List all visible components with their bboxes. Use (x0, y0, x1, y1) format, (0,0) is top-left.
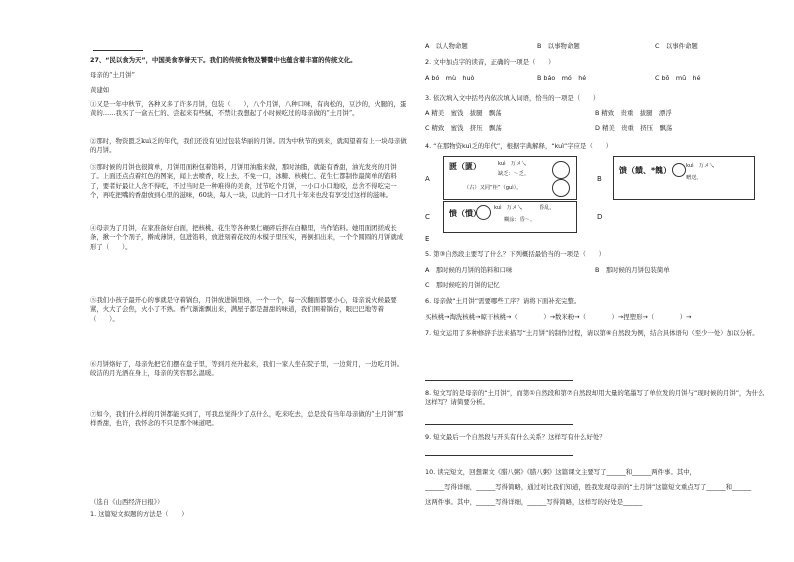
question-4: 4. “在那物资kuì乏的年代”，根据字典解释，“kuì”字应是（ ） (425, 142, 613, 150)
q3-option-d[interactable]: D 精美 贵重 挤压 飘荡 (595, 124, 673, 132)
q4-c-def2: 糊涂：昏～。 (504, 217, 536, 223)
q4-b-circle (672, 163, 686, 177)
q4-b-pinyin: kuì 万メ乀 (686, 163, 715, 169)
q3-option-c[interactable]: C 精致 蜜饯 挤压 飘荡 (425, 124, 502, 132)
q1-option-c[interactable]: C 以事件命题 (655, 42, 698, 50)
q4-a-def1: 缺乏：～乏。 (498, 171, 530, 177)
q3-options-row1 (425, 109, 765, 118)
paragraph-5: ⑤我们小孩子最开心的事就是守着锅台，月饼放进锅里烙，一个一个，每一次翻面都要小心，母亲说火候最要紧，火大了会焦，火小了不熟。香气渐渐飘出来，满屋子都是甜甜的味道，我们围着锅台，眼巴巴地等着（ ）。 (90, 296, 397, 323)
q5-option-b[interactable]: B 那时候的月饼包装简单 (595, 266, 670, 274)
q4-label-b: B (597, 175, 602, 183)
article-title: 母亲的“土月饼” (90, 71, 135, 79)
q4-label-c: C (425, 213, 430, 221)
paragraph-6: ⑥月饼烙好了，母亲先把它们摆在盘子里，等到月亮升起来，我们一家人坐在院子里，一边赏月，一边吃月饼。皎洁的月光洒在身上，母亲的笑容那么温暖。 (90, 360, 404, 378)
q4-c-char: 愦（憒） (449, 209, 481, 218)
q7-answer-line[interactable] (425, 380, 573, 381)
q4-b-char: 馈（饋、*餽） (619, 166, 672, 175)
q5-option-a[interactable]: A 那时候的月饼的馅料和口味 (425, 266, 513, 274)
q4-label-e: E (425, 235, 430, 243)
q4-label-a: A (425, 175, 430, 183)
q4-a-char: 匮（匱） (449, 162, 481, 171)
q3-option-a[interactable]: A 精美 蜜饯 拔腿 飘荡 (425, 109, 502, 117)
q4-b-def: 赠送。 (686, 175, 702, 181)
q1-option-b[interactable]: B 以事物命题 (537, 42, 580, 50)
q2-option-c[interactable]: C bō mū hé (655, 74, 701, 82)
q1-option-a[interactable]: A 以人物命题 (425, 42, 468, 50)
q4-option-b-box[interactable] (613, 156, 755, 200)
q2-option-a[interactable]: A bó mù huò (425, 74, 475, 82)
question-10-line3: 这两件事。其中，______写得详细，______写得简略，这样写的好处是______ (425, 498, 643, 506)
q4-a-def2: （古）又同“柜”（guì）。 (464, 185, 522, 191)
q3-option-b[interactable]: B 精致 贵重 拔腿 漂浮 (595, 109, 672, 117)
q5-options-row1 (425, 266, 765, 275)
q4-a-pinyin: kuì 万メ乀 (498, 161, 527, 167)
article-source: （选自《山西经济日报》） (90, 498, 164, 506)
question-10-line2: ______写得详细，______写得简略，通过对比我们知道，胜我发现母亲的“土月饼”这篇短文重点写了______和______ (425, 483, 752, 491)
q2-options (425, 74, 765, 83)
left-column (90, 0, 408, 562)
paragraph-1: ①又是一年中秋节，各种又多了许多月饼，包装（ ），八个月饼，八种口味，有肉松的，豆沙的，火腿的，蛋黄的……我买了一盒五仁的、尝起来有些腻，不禁让我想起了小时候吃过的母亲做的“土月饼”。 (90, 100, 407, 118)
question-1: 1. 这篇短文拟题的方法是（ ） (90, 510, 188, 518)
q5-option-c[interactable]: C 那时候吃的月饼的记忆 (425, 281, 500, 289)
question-8: 8. 短文写的是母亲的“土月饼”，而第①自然段和第⑦自然段却用大量的笔墨写了单位发的月饼与“现时候的月饼”，为什么这样写？请简要分析。 (425, 389, 765, 407)
q2-option-b[interactable]: B báo mó hé (537, 74, 587, 82)
q4-a-circle-top (552, 161, 570, 179)
question-9: 9. 短文最后一个自然段与开头有什么关系？这样写有什么好处？ (425, 433, 606, 441)
question-2: 2. 文中加点字的读音，正确的一项是（ ） (425, 58, 555, 66)
q1-options (425, 42, 765, 51)
q4-option-a-box[interactable] (443, 156, 577, 200)
paragraph-4: ④母亲为了月饼，在家准备好白面，把核桃、花生等各种果仁碾碎后拌在白糖里，当作馅料。她用面团搓成长条，揪一个个剂子，擀成薄饼，包进馅料，放进刻着花纹的木模子里压实，再倒扣出来，一个个圆圆的月饼就成形了（ ）。 (90, 224, 404, 251)
q4-a-circle-bottom (552, 179, 570, 197)
question-10-line1: 10. 读完短文，回想课文《腊八粥》《腊八粥》这篇课文主要写了______和______两件事。其中， (425, 468, 697, 476)
q9-answer-line[interactable] (425, 455, 573, 456)
paragraph-7: ⑦如今，我们什么样的月饼都能买到了，可我总觉得少了点什么，吃来吃去，总是没有当年母亲做的“土月饼”那样香甜，也许，我怀念的不只是那个味道吧。 (90, 410, 404, 428)
question-7: 7. 短文运用了多种修辞手法来描写“土月饼”的制作过程，请以第⑥自然段为例，结合具体语句（至少一处）加以分析。 (425, 329, 759, 337)
question-6: 6. 母亲做“土月饼”需要哪些工序？请将下面补充完整。 (425, 297, 581, 305)
q4-c-pinyin: kuì 万メ乀 (494, 205, 523, 211)
question-3: 3. 依次填入文中括号内依次填入词语，恰当的一项是（ ） (425, 94, 600, 102)
paragraph-3: ③那时候的月饼也很简单，月饼用面粉包着馅料，月饼用油脂来做，那时油脂，就能有香甜，油光发亮的月饼了。上面还点点着红色的图案，闻上去喷香，咬上去，不免一口，冰糖、核桃仁、花生仁都制作最简单的馅料了，要者好最让人舍不得吃，不过当时是一种难得的美食，过节吃个月饼，一小口小口地咬，总舍不得吃完一个，再吃把嘴的香甜放到心里的滋味，60块，每人一块，以此的一口才几十年来也没有享受过这样的滋味。 (90, 163, 397, 199)
paragraph-2: ②那时，物资匮乏kuì乏的年代，我们还没有见过包装华丽的月饼。因为中秋节的到来，就渴望着有上一块母亲做的月饼。 (90, 137, 407, 155)
q4-c-circle (476, 205, 491, 220)
q3-options-row2 (425, 124, 765, 133)
q4-label-d[interactable]: D (597, 213, 603, 221)
q6-flow: 买核桃→淘洗核桃→晾干核桃→（ ）→数米粉→（ ）→捏塑形→（ ）→ (425, 313, 692, 321)
right-column (425, 0, 765, 562)
q4-c-def1: 昏乱， (539, 205, 555, 211)
q8-answer-line[interactable] (425, 424, 573, 425)
q4-option-c-box[interactable] (443, 201, 577, 233)
question-5: 5. 第③自然段主要写了什么？下列概括最恰当的一项是（ ） (425, 250, 606, 258)
article-author: 黄建如 (90, 86, 110, 94)
question-27-intro: 27、“民以食为天”，中国美食享誉天下。我们的传统食物及饕餮中也蕴含着丰富的传统文化。 (90, 56, 357, 64)
